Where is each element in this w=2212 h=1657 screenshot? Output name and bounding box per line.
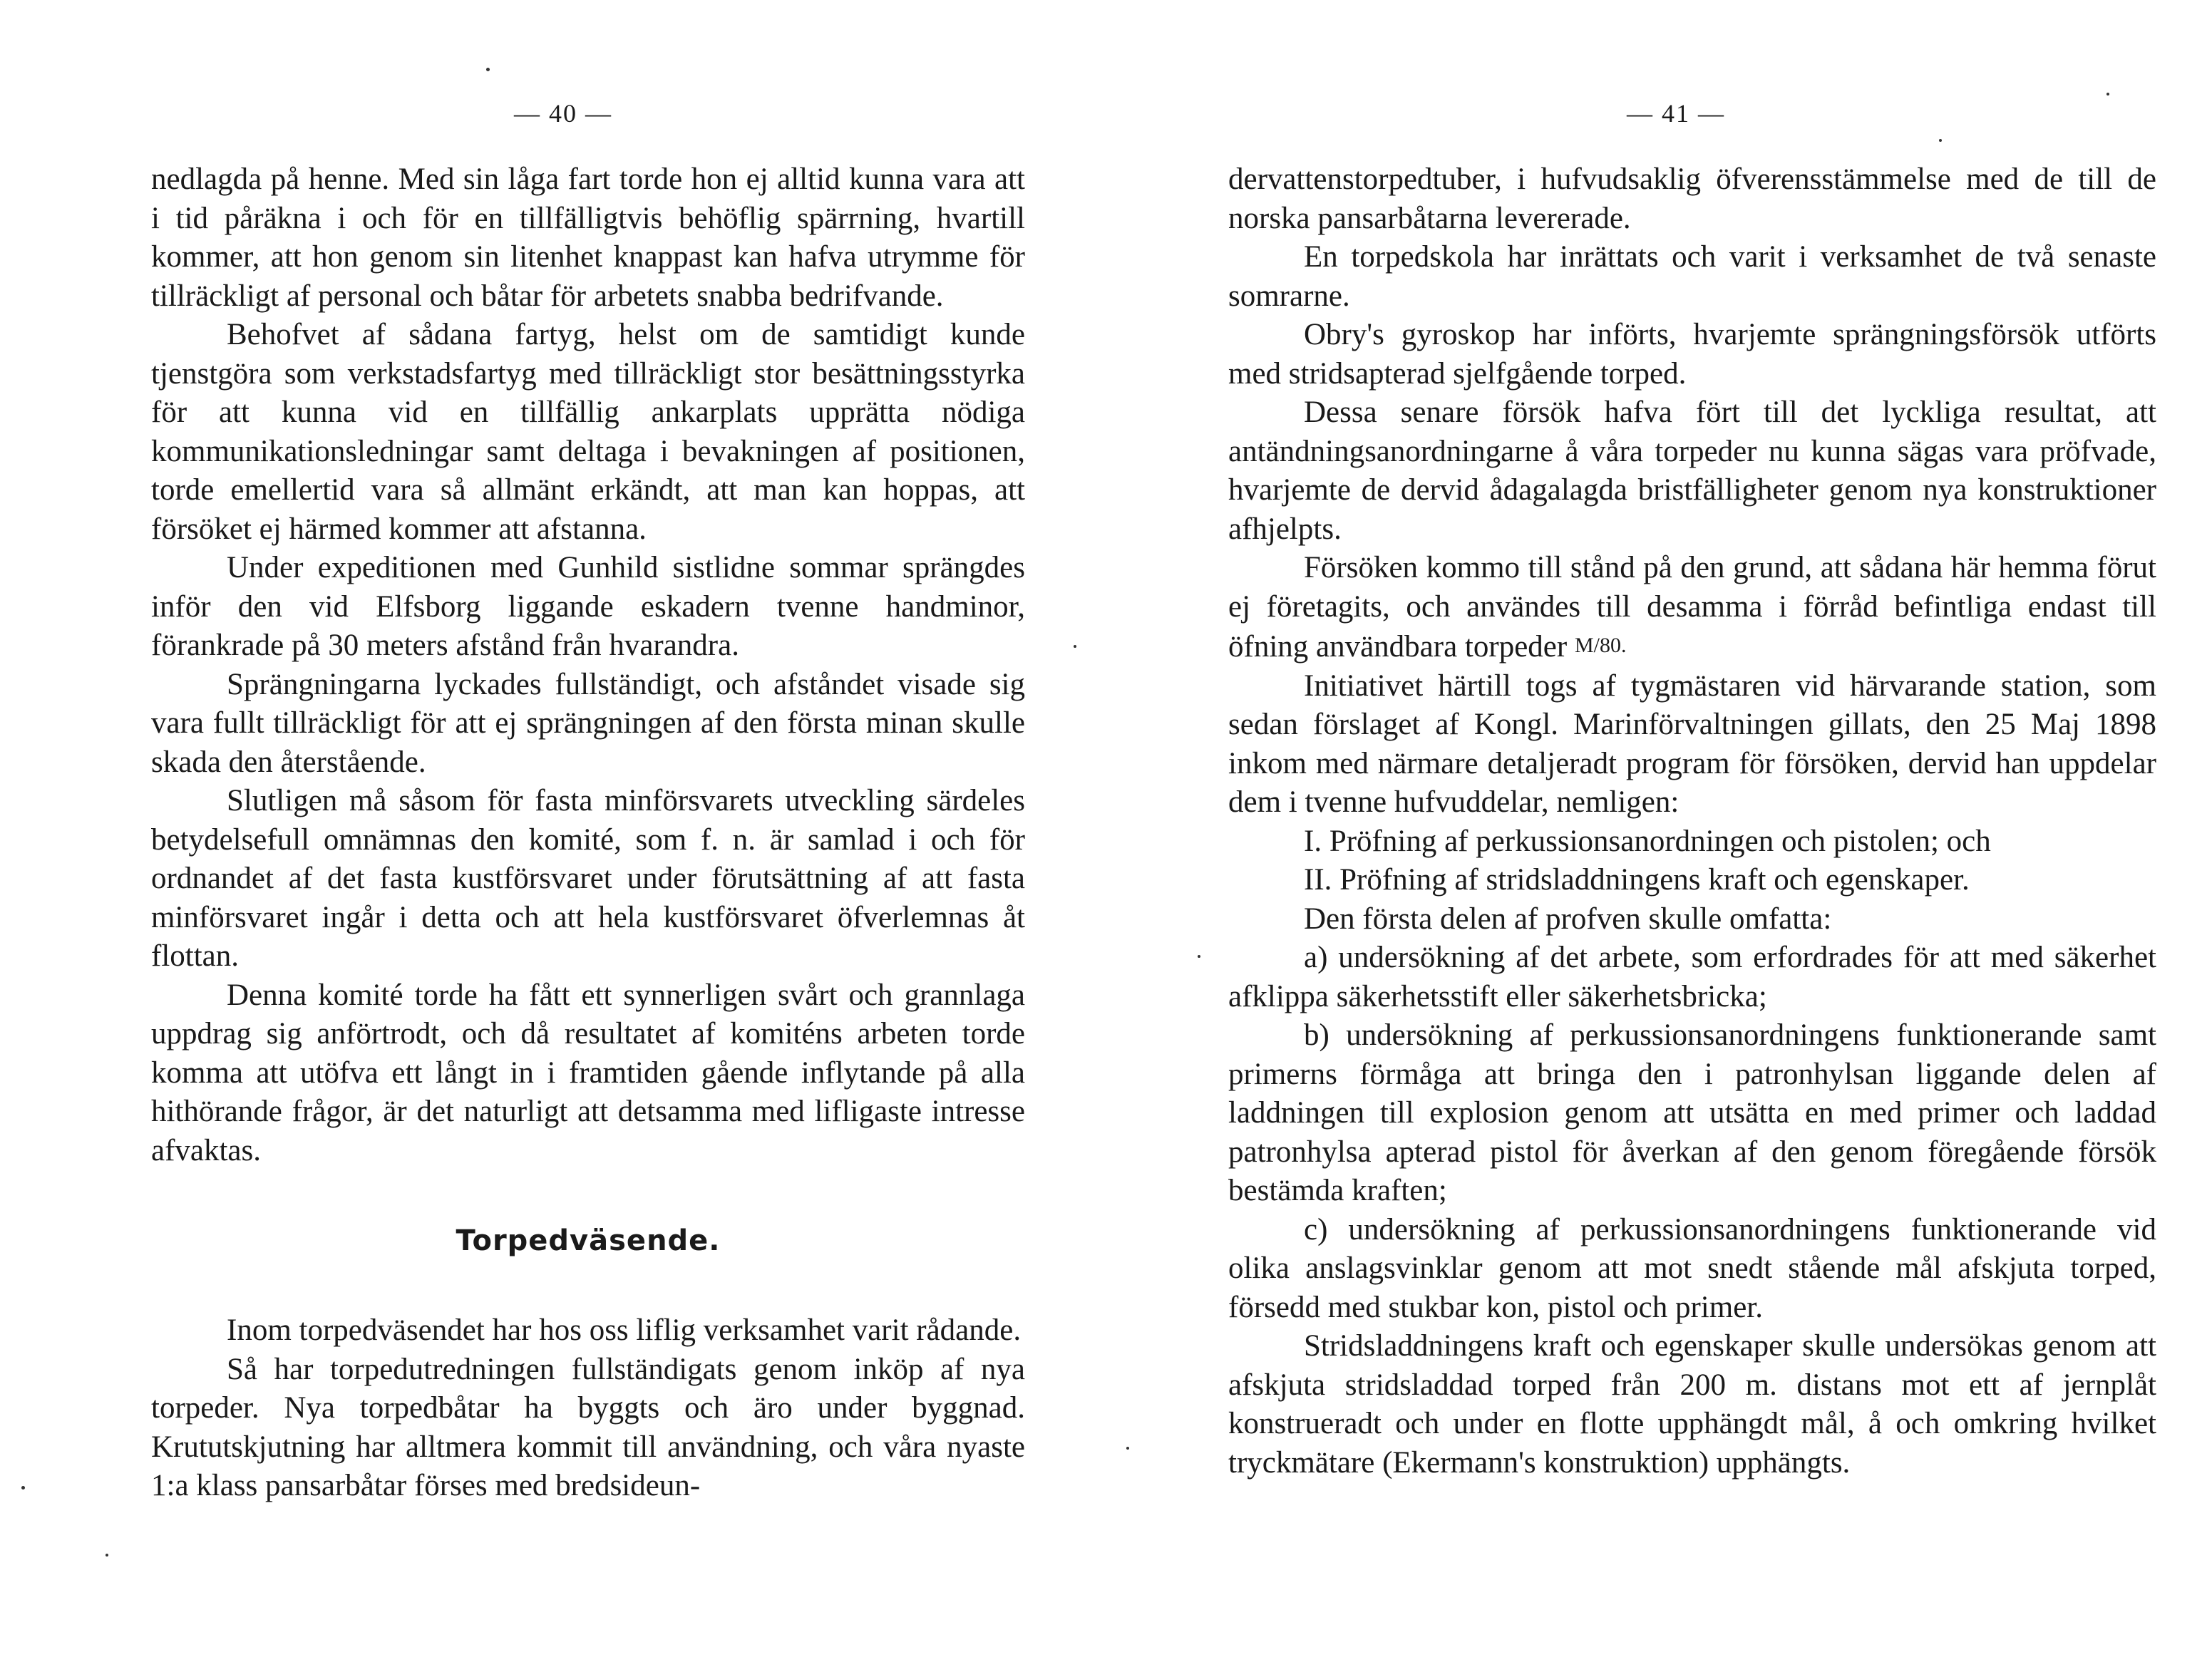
paragraph: Den första delen af profven skulle omfatta:	[1304, 902, 1832, 936]
paragraph: Stridsladdningens kraft och egenskaper skulle undersökas genom att afskjuta stridsladdad torped från 200 m. distans mot ett af jernplåt konstrueradt och under en flotte upphängdt mål, å och omkring hvilket tryckmätare (Ekermann's konstruktion) upphängts.	[1228, 1329, 2156, 1480]
sub-item: b) undersökning af perkussionsanordningens funktionerande samt primerns förmåga att bringa den i patronhylsan liggande delen af laddningen till explosion genom att utsätta en med primer och laddad patronhylsa apterad pistol för åverkan af den genom föregående försök bestämda kraften;	[1228, 1018, 2156, 1207]
paragraph: Dessa senare försök hafva fört till det lyckliga resultat, att antändningsanordningarne å våra torpeder nu kunna sägas vara pröfvade, hvarjemte de dervid ådagalagda bristfälligheter genom nya konstruktioner afhjelpts.	[1228, 396, 2156, 546]
scan-speck	[1074, 645, 1076, 648]
paragraph: nedlagda på henne. Med sin låga fart torde hon ej alltid kunna vara att i tid påräkna i och för en tillfälligtvis behöflig spärrning, hvartill kommer, att hon genom sin litenhet knappast kan hafva utrymme för tillräckligt af personal och båtar för arbetets snabba bedrifvande.	[151, 162, 1025, 313]
paragraph: dervattenstorpedtuber, i hufvudsaklig öfverensstämmelse med de till de norska pansarbåtarna levererade.	[1228, 162, 2156, 235]
scan-speck	[106, 1554, 108, 1557]
scan-speck	[1198, 955, 1200, 958]
paragraph: Denna komité torde ha fått ett synnerligen svårt och grannlaga uppdrag sig anförtrodt, och då resultatet af komiténs arbeten torde komma att utöfva ett långt in i framtiden gående inflytande på alla hithörande frågor, är det naturligt att detsamma med lifligaste intresse afvaktas.	[151, 978, 1025, 1167]
scan-speck	[21, 1486, 25, 1490]
page-number-right: — 41 —	[1627, 99, 1725, 128]
list-item: I. Pröfning af perkussionsanordningen och pistolen; och	[1304, 824, 1991, 858]
scan-speck	[486, 68, 490, 71]
paragraph: Under expeditionen med Gunhild sistlidne sommar sprängdes inför den vid Elfsborg liggande eskadern tvenne handminor, förankrade på 30 meters afstånd från hvarandra.	[151, 551, 1025, 662]
paragraph: Inom torpedväsendet har hos oss liflig verksamhet varit rådande.	[227, 1313, 1022, 1347]
scan-speck	[1939, 139, 1942, 142]
paragraph: Så har torpedutredningen fullständigats genom inköp af nya torpeder. Nya torpedbåtar ha byggts och äro under byggnad. Krututskjutning har alltmera kommit till användning, och våra nyaste 1:a klass pansarbåtar förses med bredsideun-	[151, 1352, 1025, 1502]
paragraph: Initiativet härtill togs af tygmästaren vid härvarande station, som sedan förslaget af Kongl. Marinförvaltningen gillats, den 25 Maj 1898 inkom med närmare detaljeradt program för försöken, dervid han uppdelar dem i tvenne hufvuddelar, nemligen:	[1228, 669, 2156, 819]
paragraph: En torpedskola har inrättats och varit i verksamhet de två senaste somrarne.	[1228, 240, 2156, 313]
paragraph: Behofvet af sådana fartyg, helst om de samtidigt kunde tjenstgöra som verkstadsfartyg med tillräckligt stor besättningsstyrka för att kunna vid en tillfällig ankarplats upprätta nödiga kommunikationsledningar samt deltaga i bevakningen af positionen, torde emellertid vara så allmänt erkändt, att man kan hoppas, att försöket ej härmed kommer att afstanna.	[151, 318, 1025, 546]
left-page-body	[151, 160, 1025, 1506]
sub-item: a) undersökning af det arbete, som erfordrades för att med säkerhet afklippa säkerhetsstift eller säkerhetsbricka;	[1228, 941, 2156, 1013]
paragraph-text: Försöken kommo till stånd på den grund, att sådana här hemma förut ej företagits, och användes till desamma i förråd befintliga endast till öfning användbara torpeder	[1228, 551, 2156, 664]
page-number-left: — 40 —	[514, 99, 612, 128]
torpedo-model-fraction: M/80.	[1574, 634, 1627, 657]
right-page	[1106, 0, 2212, 1657]
list-item: II. Pröfning af stridsladdningens kraft och egenskaper.	[1304, 863, 1970, 897]
section-heading: Torpedväsende.	[456, 1224, 721, 1257]
paragraph: Slutligen må såsom för fasta minförsvarets utveckling särdeles betydelsefull omnämnas den komité, som f. n. är samlad i och för ordnandet af det fasta kustförsvaret under förutsättning af att fasta minförsvaret ingår i detta och att hela kustförsvaret öfverlemnas åt flottan.	[151, 784, 1025, 973]
right-page-body	[1228, 160, 2156, 1482]
paragraph: Sprängningarna lyckades fullständigt, och afståndet visade sig vara fullt tillräckligt för att ej sprängningen af den första minan skulle skada den återstående.	[151, 667, 1025, 779]
scan-speck	[2106, 93, 2109, 96]
sub-item: c) undersökning af perkussionsanordningens funktionerande vid olika anslagsvinklar genom att mot snedt stående mål afskjuta torped, försedd med stukbar kon, pistol och primer.	[1228, 1212, 2156, 1324]
scan-speck	[1126, 1447, 1129, 1450]
paragraph: Obry's gyroskop har införts, hvarjemte sprängningsförsök utförts med stridsapterad sjelfgående torped.	[1228, 318, 2156, 391]
paragraph	[1228, 549, 2156, 667]
